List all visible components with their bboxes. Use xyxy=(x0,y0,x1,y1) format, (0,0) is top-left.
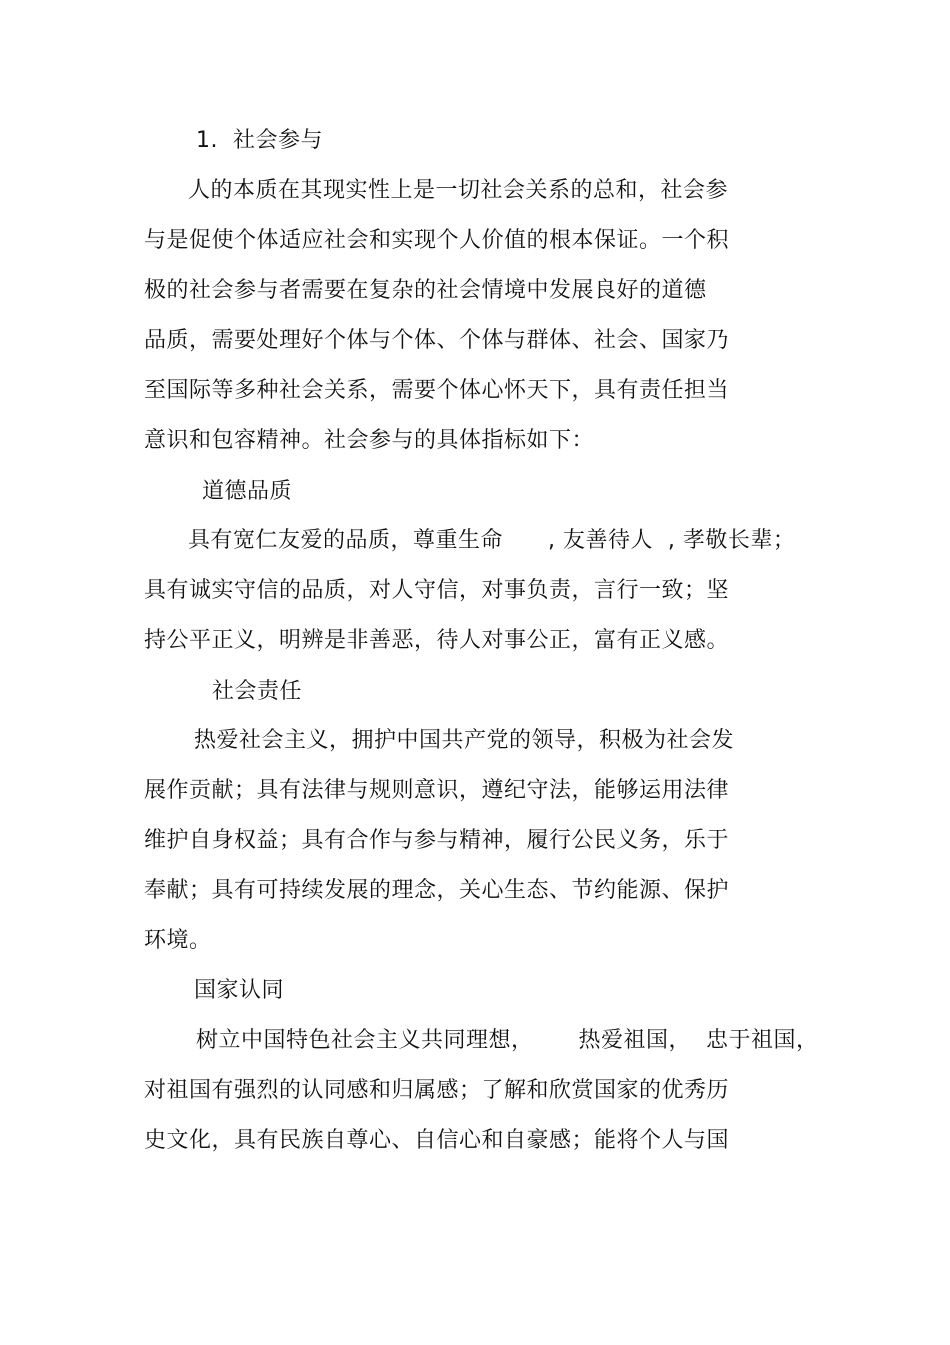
paragraph-line: 环境。 xyxy=(144,928,212,953)
paragraph-line: 与是促使个体适应社会和实现个人价值的根本保证。一个积 xyxy=(144,228,730,253)
paragraph-line: 人的本质在其现实性上是一切社会关系的总和，社会参 xyxy=(188,178,729,203)
paragraph-line: 至国际等多种社会关系，需要个体心怀天下，具有责任担当 xyxy=(144,378,730,403)
paragraph-line: 具有宽仁友爱的品质，尊重生命 , 友善待人 , 孝敬长辈； xyxy=(188,528,796,553)
paragraph-line: 具有诚实守信的品质，对人守信，对事负责，言行一致；坚 xyxy=(144,578,730,603)
subsection-heading: 国家认同 xyxy=(194,978,285,1003)
paragraph-line: 对祖国有强烈的认同感和归属感；了解和欣赏国家的优秀历 xyxy=(144,1078,730,1103)
paragraph-line: 维护自身权益；具有合作与参与精神，履行公民义务，乐于 xyxy=(144,828,730,853)
section-heading: 1. 社会参与 xyxy=(196,128,323,153)
paragraph-line: 持公平正义，明辨是非善恶，待人对事公正，富有正义感。 xyxy=(144,628,730,653)
paragraph-line: 奉献；具有可持续发展的理念，关心生态、节约能源、保护 xyxy=(144,878,730,903)
paragraph-line: 热爱社会主义，拥护中国共产党的领导，积极为社会发 xyxy=(194,728,735,753)
paragraph-line: 品质，需要处理好个体与个体、个体与群体、社会、国家乃 xyxy=(144,328,730,353)
paragraph-line: 史文化，具有民族自尊心、自信心和自豪感；能将个人与国 xyxy=(144,1128,730,1153)
paragraph-line: 树立中国特色社会主义共同理想， 热爱祖国， 忠于祖国， xyxy=(196,1028,819,1053)
paragraph-line: 意识和包容精神。社会参与的具体指标如下： xyxy=(144,428,595,453)
paragraph-line: 极的社会参与者需要在复杂的社会情境中发展良好的道德 xyxy=(144,278,707,303)
paragraph-line: 展作贡献；具有法律与规则意识，遵纪守法，能够运用法律 xyxy=(144,778,730,803)
subsection-heading: 社会责任 xyxy=(212,679,303,704)
subsection-heading: 道德品质 xyxy=(202,479,293,504)
